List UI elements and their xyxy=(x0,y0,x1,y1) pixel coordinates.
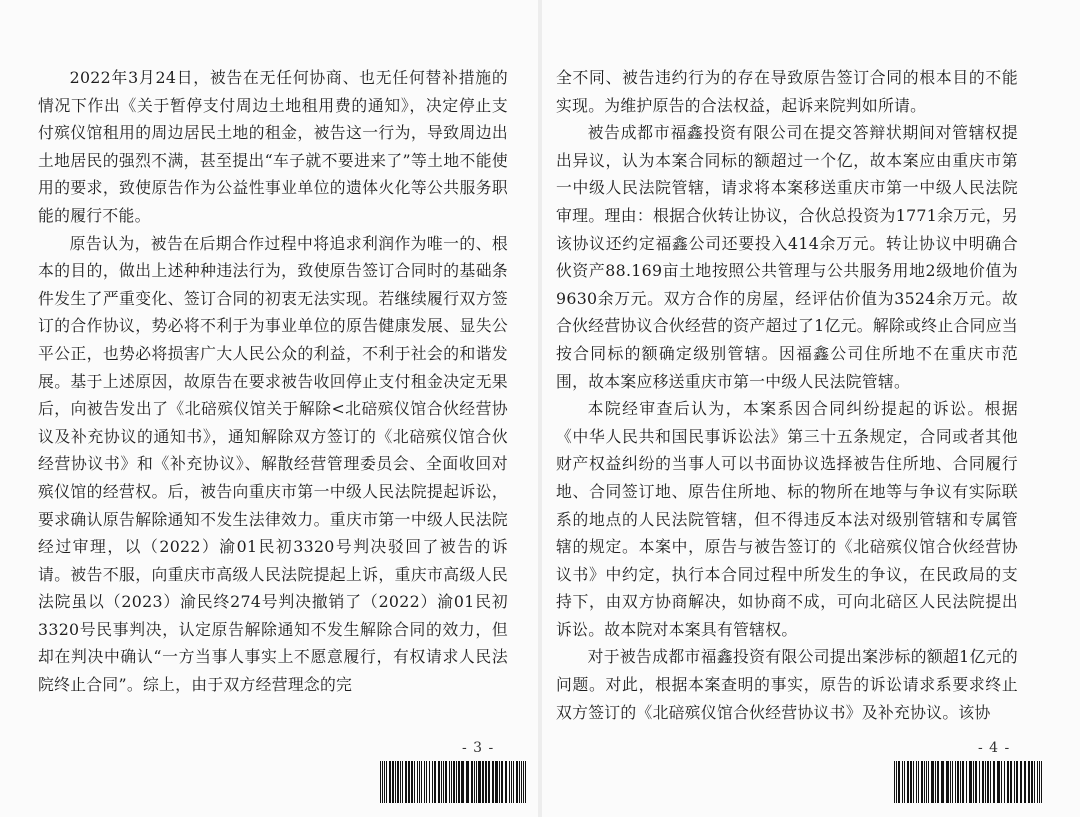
paragraph: 全不同、被告违约行为的存在导致原告签订合同的根本目的不能实现。为维护原告的合法权益，起诉来院判如所请。 xyxy=(556,68,1018,115)
document-page-4 xyxy=(542,0,1080,817)
paragraph: 被告成都市福鑫投资有限公司在提交答辩状期间对管辖权提出异议，认为本案合同标的额超过一个亿，故本案应由重庆市第一中级人民法院管辖，请求将本案移送重庆市第一中级人民法院审理。理由：根据合伙转让协议，合伙总投资为1771余万元，另该协议还约定福鑫公司还要投入414余万元。转让协议中明确合伙资产88.169亩土地按照公共管理与公共服务用地2级地价值为9630余万元。双方合作的房屋，经评估价值为3524余万元。故合伙经营协议合伙经营的资产超过了1亿元。解除或终止合同应当按合同标的额确定级别管辖。因福鑫公司住所地不在重庆市范围，故本案应移送重庆市第一中级人民法院管辖。 xyxy=(556,123,1018,391)
paragraph: 2022年3月24日，被告在无任何协商、也无任何替补措施的情况下作出《关于暂停支付周边土地租用费的通知》，决定停止支付殡仪馆租用的周边居民土地的租金，被告这一行为，导致周边出土地居民的强烈不满，甚至提出“车子就不要进来了”等土地不能使用的要求，致使原告作为公益性事业单位的遗体火化等公共服务职能的履行不能。 xyxy=(38,68,508,225)
page-number: - 3 - xyxy=(462,740,495,756)
paragraph: 本院经审查后认为，本案系因合同纠纷提起的诉讼。根据《中华人民共和国民事诉讼法》第三十五条规定，合同或者其他财产权益纠纷的当事人可以书面协议选择被告住所地、合同履行地、合同签订地、原告住所地、标的物所在地等与争议有实际联系的地点的人民法院管辖，但不得违反本法对级别管辖和专属管辖的规定。本案中，原告与被告签订的《北碚殡仪馆合伙经营协议书》中约定，执行本合同过程中所发生的争议，在民政局的支持下，由双方协商解决，如协商不成，可向北碚区人民法院提出诉讼。故本院对本案具有管辖权。 xyxy=(556,399,1018,639)
page-4-body-text xyxy=(556,64,1018,726)
barcode-image xyxy=(894,761,1042,803)
page-number: - 4 - xyxy=(978,740,1011,756)
page-3-body-text xyxy=(38,64,508,699)
barcode-image xyxy=(380,761,528,803)
paragraph: 原告认为，被告在后期合作过程中将追求利润作为唯一的、根本的目的，做出上述种种违法行为，致使原告签订合同时的基础条件发生了严重变化、签订合同的初衷无法实现。若继续履行双方签订的合作协议，势必将不利于为事业单位的原告健康发展、显失公平公正，也势必将损害广大人民公众的利益，不利于社会的和谐发展。基于上述原因，故原告在要求被告收回停止支付租金决定无果后，向被告发出了《北碚殡仪馆关于解除<北碚殡仪馆合伙经营协议及补充协议的通知书》，通知解除双方签订的《北碚殡仪馆合伙经营协议书》和《补充协议》、解散经营管理委员会、全面收回对殡仪馆的经营权。后，被告向重庆市第一中级人民法院提起诉讼，要求确认原告解除通知不发生法律效力。重庆市第一中级人民法院经过审理，以（2022）渝01民初3320号判决驳回了被告的诉请。被告不服，向重庆市高级人民法院提起上诉，重庆市高级人民法院虽以（2023）渝民终274号判决撤销了（2022）渝01民初3320号民事判决，认定原告解除通知不发生解除合同的效力，但却在判决中确认“一方当事人事实上不愿意履行，有权请求人民法院终止合同”。综上，由于双方经营理念的完 xyxy=(38,233,508,695)
document-page-3 xyxy=(0,0,538,817)
paragraph: 对于被告成都市福鑫投资有限公司提出案涉标的额超1亿元的问题。对此，根据本案查明的事实，原告的诉讼请求系要求终止双方签订的《北碚殡仪馆合伙经营协议书》及补充协议。该协 xyxy=(556,647,1018,722)
